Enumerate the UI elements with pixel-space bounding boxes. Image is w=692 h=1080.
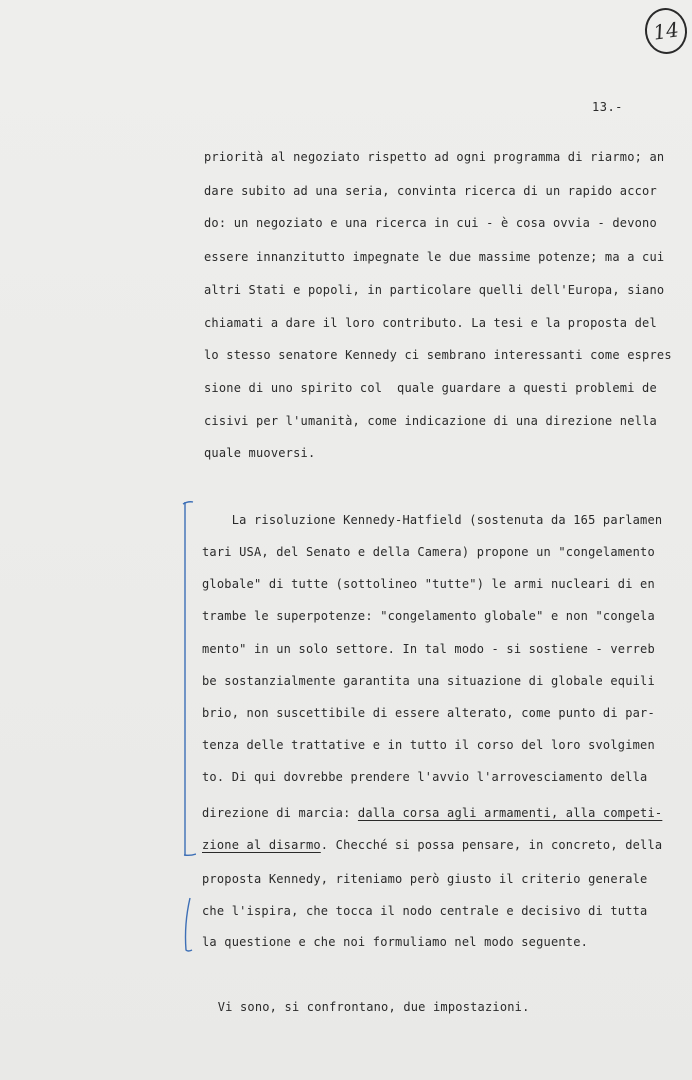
text-line: trambe le superpotenze: "congelamento globale" e non "congela: [202, 609, 655, 623]
margin-bracket-mark: [182, 500, 196, 858]
text-line: [202, 806, 662, 820]
stamp-number: 14: [651, 17, 681, 45]
text-line: dare subito ad una seria, convinta ricerca di un rapido accor: [204, 184, 657, 198]
text-line: be sostanzialmente garantita una situazione di globale equili: [202, 674, 655, 688]
text-line: sione di uno spirito col quale guardare a questi problemi de: [204, 381, 657, 395]
text-segment: direzione di marcia:: [202, 806, 358, 820]
text-line: mento" in un solo settore. In tal modo - si sostiene - verreb: [202, 642, 655, 656]
text-line: la questione e che noi formuliamo nel modo seguente.: [202, 935, 589, 949]
page-stamp: [642, 5, 690, 56]
text-line: quale muoversi.: [204, 446, 316, 460]
text-line: proposta Kennedy, riteniamo però giusto il criterio generale: [202, 872, 648, 886]
text-line: che l'ispira, che tocca il nodo centrale e decisivo di tutta: [202, 904, 648, 918]
text-line: La risoluzione Kennedy-Hatfield (sostenuta da 165 parlamen: [202, 513, 663, 527]
text-line: to. Di qui dovrebbe prendere l'avvio l'arrovesciamento della: [202, 770, 648, 784]
page-number: 13.-: [592, 100, 623, 114]
text-segment: . Checché si possa pensare, in concreto, della: [320, 838, 663, 852]
text-line: chiamati a dare il loro contributo. La tesi e la proposta del: [204, 316, 657, 330]
text-line: priorità al negoziato rispetto ad ogni programma di riarmo; an: [204, 150, 665, 164]
text-line: [202, 838, 662, 852]
text-line: cisivi per l'umanità, come indicazione di una direzione nella: [204, 414, 657, 428]
margin-side-mark: [180, 896, 196, 954]
underlined-phrase: dalla corsa agli armamenti, alla competi-: [357, 806, 663, 820]
text-line: Vi sono, si confrontano, due impostazioni.: [188, 1000, 530, 1014]
text-line: tari USA, del Senato e della Camera) propone un "congelamento: [202, 545, 655, 559]
text-line: essere innanzitutto impegnate le due massime potenze; ma a cui: [204, 250, 665, 264]
text-line: tenza delle trattative e in tutto il corso del loro svolgimen: [202, 738, 655, 752]
text-line: lo stesso senatore Kennedy ci sembrano interessanti come espres: [204, 348, 672, 362]
text-line: globale" di tutte (sottolineo "tutte") le armi nucleari di en: [202, 577, 655, 591]
text-line: brio, non suscettibile di essere alterato, come punto di par-: [202, 706, 655, 720]
underlined-phrase: zione al disarmo: [202, 838, 321, 852]
text-line: do: un negoziato e una ricerca in cui - è cosa ovvia - devono: [204, 216, 657, 230]
text-line: altri Stati e popoli, in particolare quelli dell'Europa, siano: [204, 283, 665, 297]
